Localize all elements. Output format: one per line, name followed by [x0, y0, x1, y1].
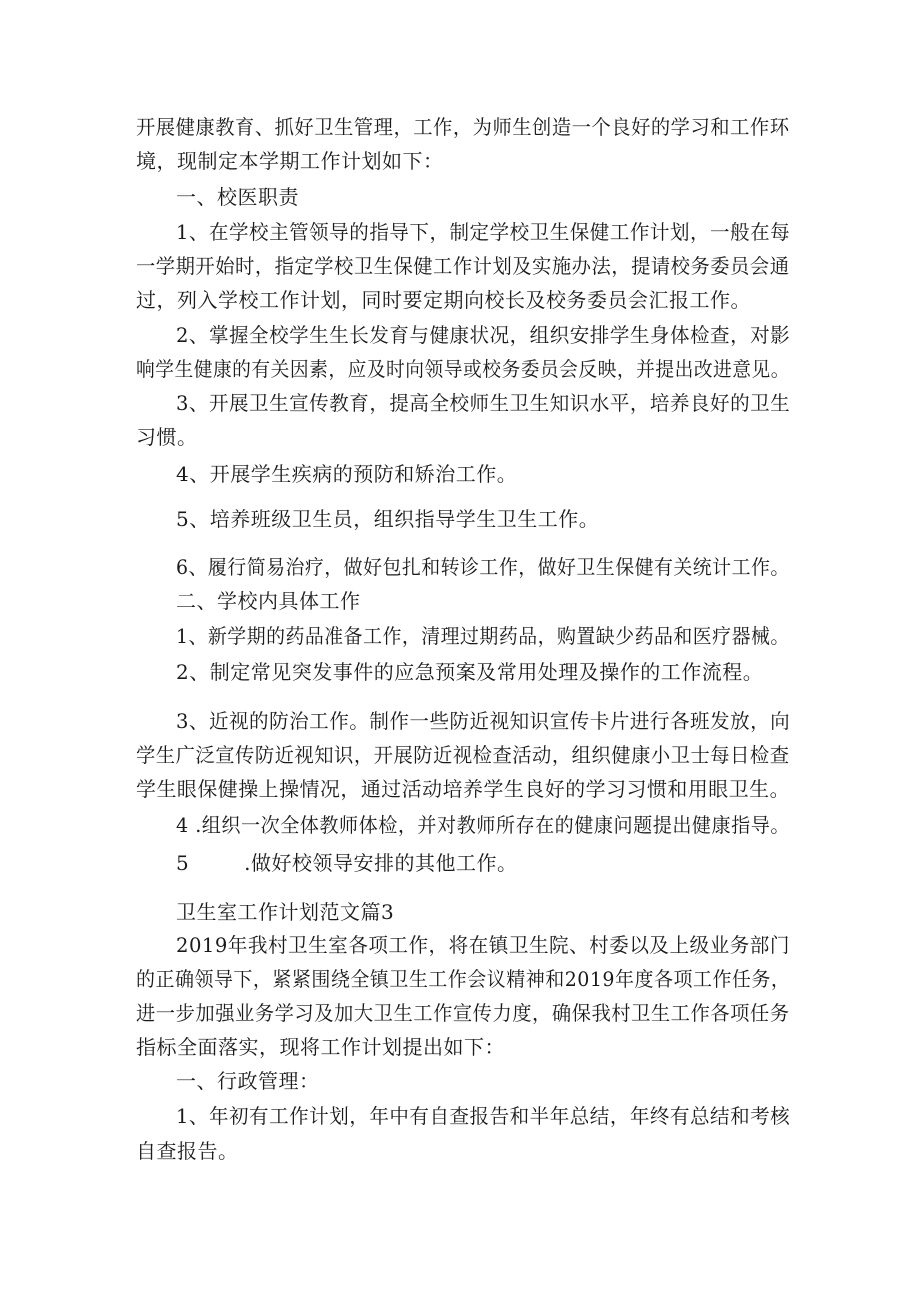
- section-heading: 二、学校内具体工作: [176, 589, 361, 613]
- text-line: 开展健康教育、抓好卫生管理，工作，为师生创造一个良好的学习和工作环: [136, 115, 790, 139]
- text-line: 2019年我村卫生室各项工作，将在镇卫生院、村委以及上级业务部门: [176, 933, 790, 957]
- section-title: 卫生室工作计划范文篇3: [176, 900, 395, 924]
- text-line: 1、年初有工作计划，年中有自查报告和半年总结，年终有总结和考核: [176, 1104, 791, 1128]
- text-line: 1、新学期的药品准备工作，清理过期药品，购置缺少药品和医疗器械。: [176, 624, 790, 648]
- text-line: 4 .组织一次全体教师体检，并对教师所存在的健康问题提出健康指导。: [176, 813, 790, 837]
- text-line: 2、掌握全校学生生长发育与健康状况，组织安排学生身体检查，对影: [176, 323, 791, 347]
- text-line: 1、在学校主管领导的指导下，制定学校卫生保健工作计划，一般在每: [176, 220, 791, 244]
- text-line: 进一步加强业务学习及加大卫生工作宣传力度，确保我村卫生工作各项任务: [136, 1001, 790, 1025]
- text-line: 境，现制定本学期工作计划如下：: [136, 149, 444, 173]
- text-line: 习惯。: [136, 425, 198, 449]
- text-line: 3、开展卫生宣传教育，提高全校师生卫生知识水平，培养良好的卫生: [176, 391, 791, 415]
- text-line: 6、履行简易治疗，做好包扎和转诊工作，做好卫生保健有关统计工作。: [176, 555, 790, 579]
- text-line: 3、近视的防治工作。制作一些防近视知识宣传卡片进行各班发放，向: [176, 709, 791, 733]
- text-line: 一学期开始时，指定学校卫生保健工作计划及实施办法，提请校务委员会通: [136, 254, 790, 278]
- text-line: 学生眼保健操上操情况，通过活动培养学生良好的学习习惯和用眼卫生。: [136, 777, 791, 801]
- section-heading: 一、校医职责: [176, 185, 299, 209]
- section-heading: 一、行政管理：: [176, 1069, 320, 1093]
- text-line: 5 .做好校领导安排的其他工作。: [176, 851, 518, 875]
- text-line: 4、开展学生疾病的预防和矫治工作。: [176, 462, 518, 486]
- text-line: 2、制定常见突发事件的应急预案及常用处理及操作的工作流程。: [176, 660, 764, 684]
- text-line: 指标全面落实，现将工作计划提出如下：: [136, 1035, 505, 1059]
- text-line: 学生广泛宣传防近视知识，开展防近视检查活动，组织健康小卫士每日检查: [136, 743, 790, 767]
- text-line: 的正确领导下，紧紧围绕全镇卫生工作会议精神和2019年度各项工作任务，: [136, 967, 791, 991]
- text-line: 响学生健康的有关因素，应及时向领导或校务委员会反映，并提出改进意见。: [136, 357, 790, 381]
- text-line: 过，列入学校工作计划，同时要定期向校长及校务委员会汇报工作。: [136, 288, 751, 312]
- text-line: 自查报告。: [136, 1139, 239, 1163]
- text-line: 5、培养班级卫生员，组织指导学生卫生工作。: [176, 507, 600, 531]
